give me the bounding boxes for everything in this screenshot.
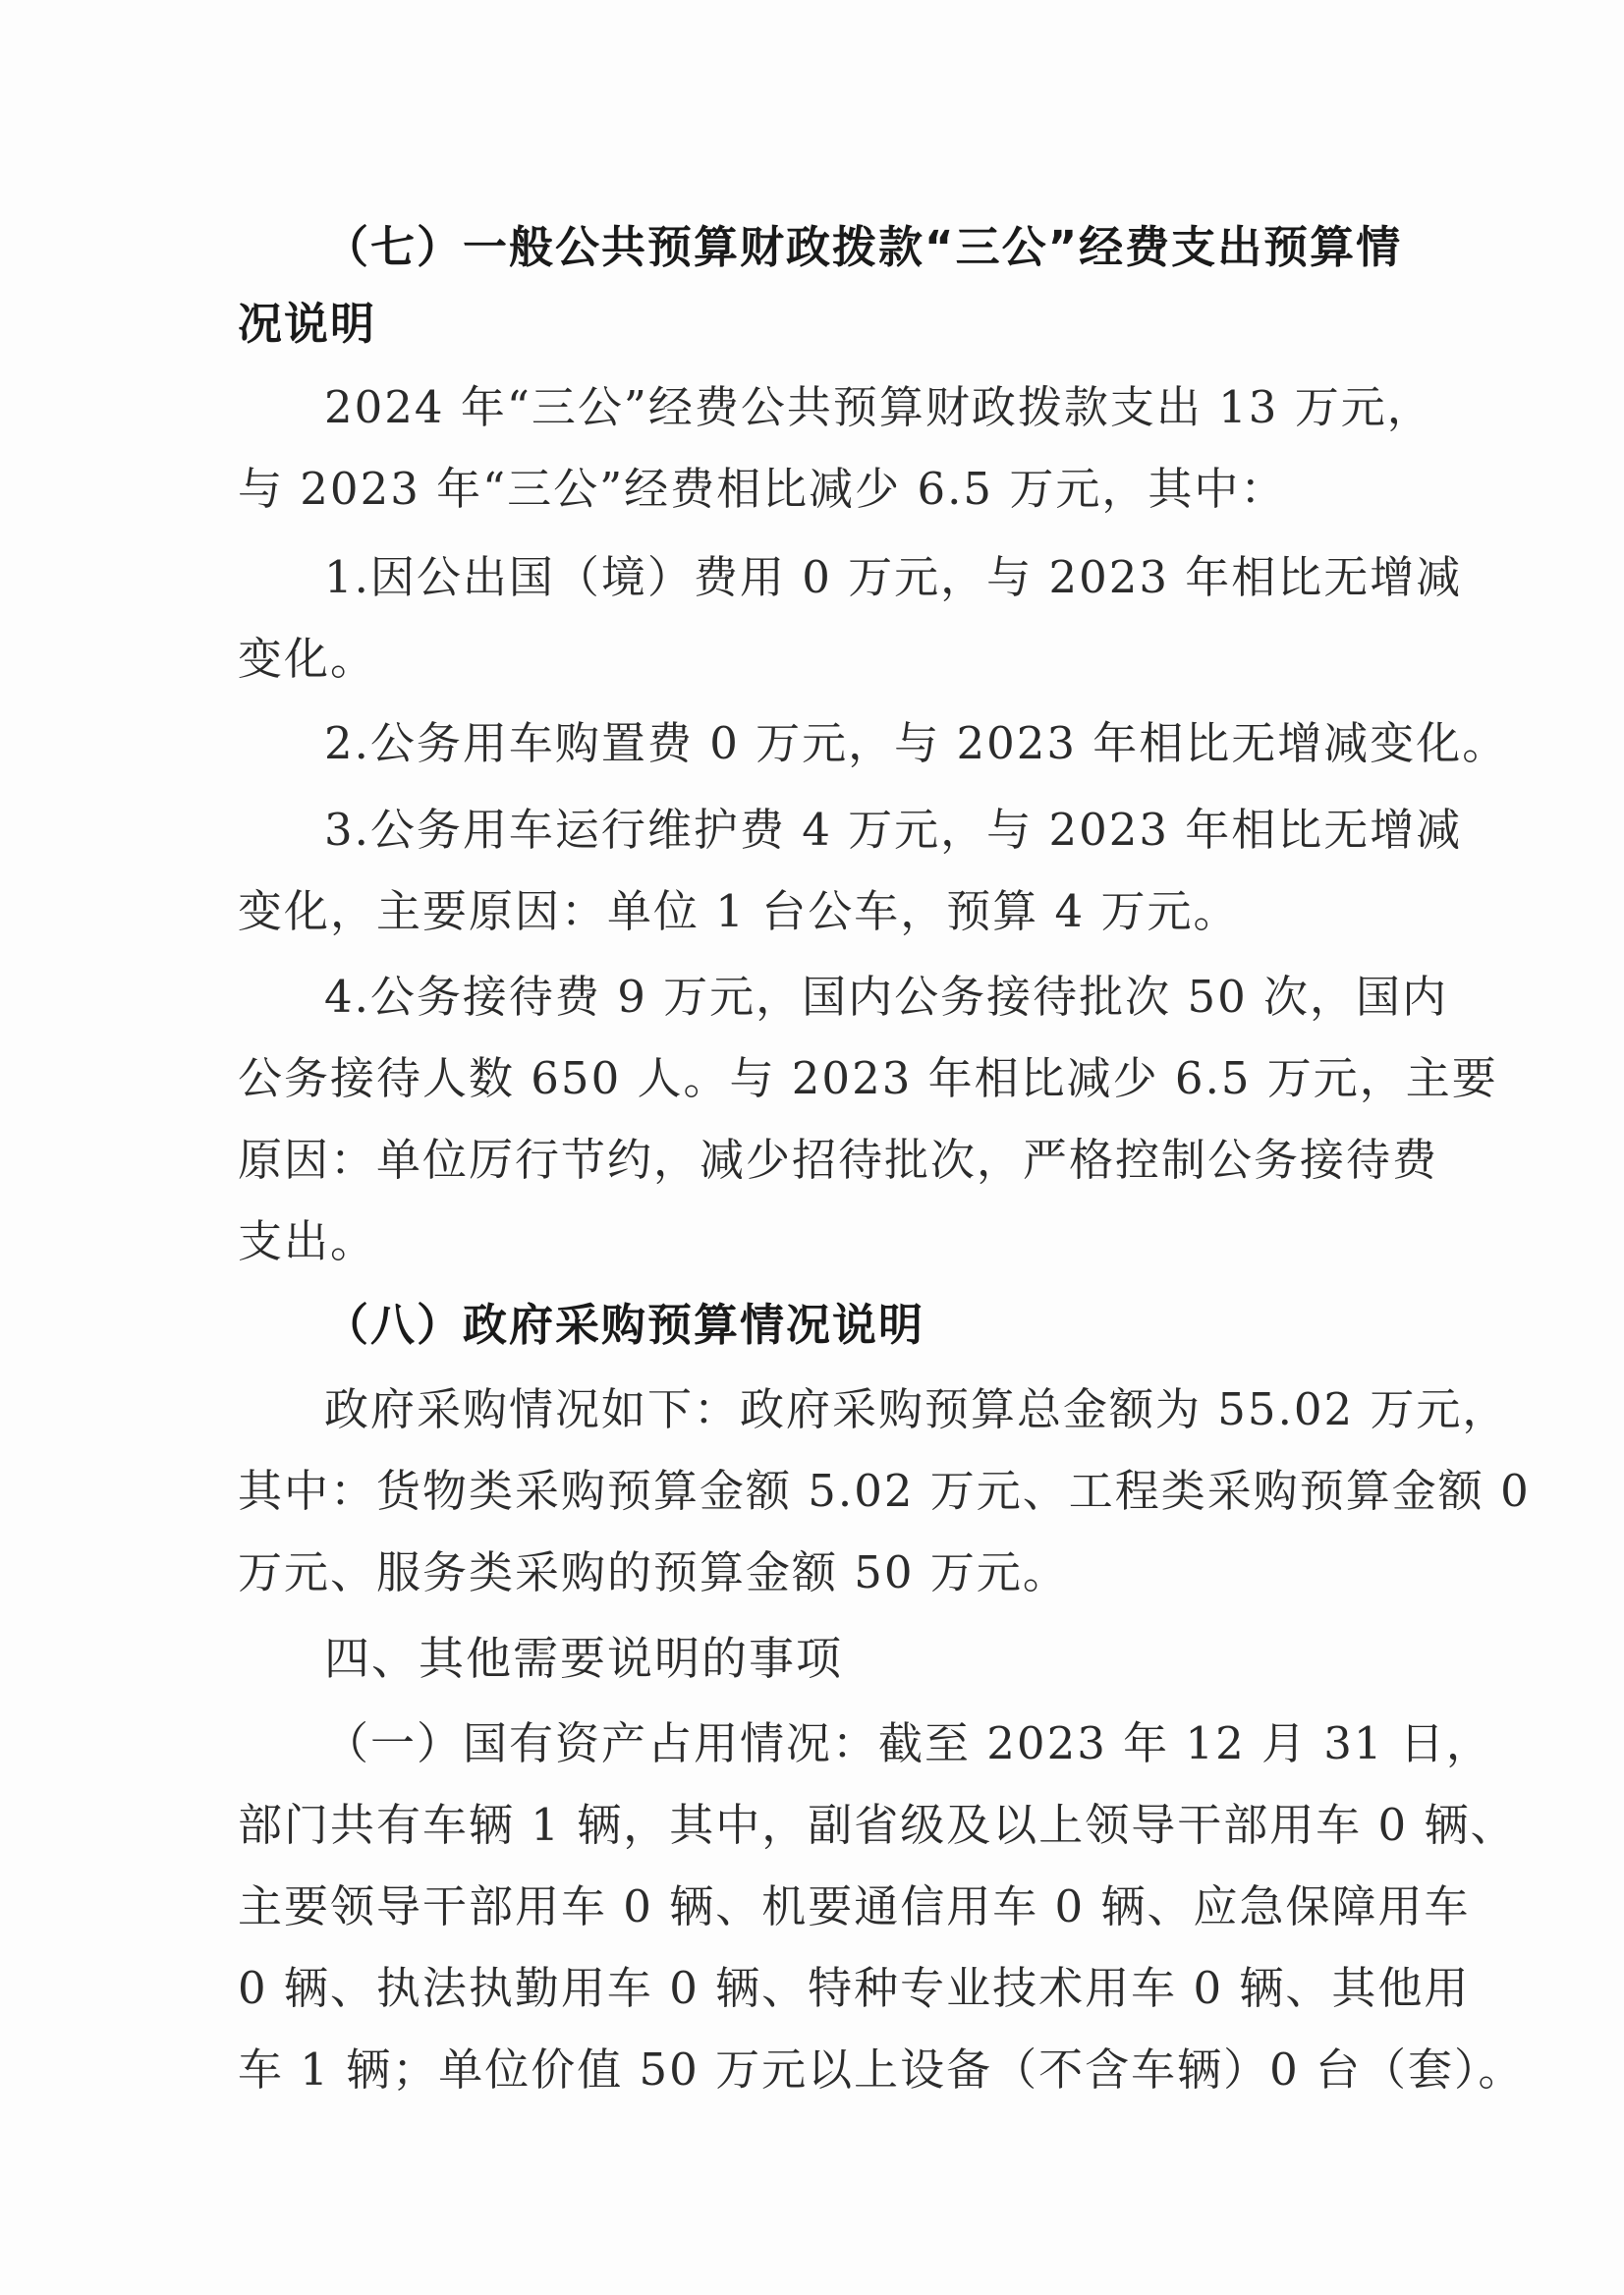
paragraph-line: 万元、服务类采购的预算金额 50 万元。 [238, 1546, 1069, 1598]
paragraph-line: 其中：货物类采购预算金额 5.02 万元、工程类采购预算金额 0 [238, 1465, 1531, 1517]
paragraph-line: 车 1 辆；单位价值 50 万元以上设备（不含车辆）0 台（套）。 [238, 2043, 1525, 2096]
section-heading-8: （八）政府采购预算情况说明 [324, 1299, 925, 1351]
paragraph-line: 2024 年“三公”经费公共预算财政拨款支出 13 万元， [324, 381, 1433, 433]
paragraph-line: 部门共有车辆 1 辆，其中，副省级及以上领导干部用车 0 辆、 [238, 1799, 1517, 1851]
list-item-4: 4.公务接待费 9 万元，国内公务接待批次 50 次，国内 [324, 971, 1449, 1023]
paragraph-line: （一）国有资产占用情况：截至 2023 年 12 月 31 日， [324, 1717, 1492, 1769]
list-item-4-cont: 原因：单位厉行节约，减少招待批次，严格控制公务接待费 [238, 1134, 1439, 1186]
paragraph-line: 主要领导干部用车 0 辆、机要通信用车 0 辆、应急保障用车 [238, 1880, 1471, 1932]
list-item-4-cont: 支出。 [238, 1215, 377, 1267]
section-heading-4: 四、其他需要说明的事项 [324, 1632, 843, 1685]
list-item-3-cont: 变化，主要原因：单位 1 台公车，预算 4 万元。 [238, 885, 1240, 937]
list-item-4-cont: 公务接待人数 650 人。与 2023 年相比减少 6.5 万元，主要 [238, 1052, 1498, 1104]
paragraph-line: 政府采购情况如下：政府采购预算总金额为 55.02 万元， [324, 1383, 1509, 1435]
list-item-1: 1.因公出国（境）费用 0 万元，与 2023 年相比无增减 [324, 551, 1463, 603]
paragraph-line: 0 辆、执法执勤用车 0 辆、特种专业技术用车 0 辆、其他用 [238, 1962, 1471, 2014]
paragraph-line: 与 2023 年“三公”经费相比减少 6.5 万元，其中： [238, 463, 1287, 515]
section-heading-7: （七）一般公共预算财政拨款“三公”经费支出预算情 [324, 221, 1403, 273]
section-heading-7-cont: 况说明 [238, 298, 377, 350]
list-item-2: 2.公务用车购置费 0 万元，与 2023 年相比无增减变化。 [324, 717, 1509, 769]
list-item-1-cont: 变化。 [238, 633, 377, 685]
list-item-3: 3.公务用车运行维护费 4 万元，与 2023 年相比无增减 [324, 804, 1463, 856]
